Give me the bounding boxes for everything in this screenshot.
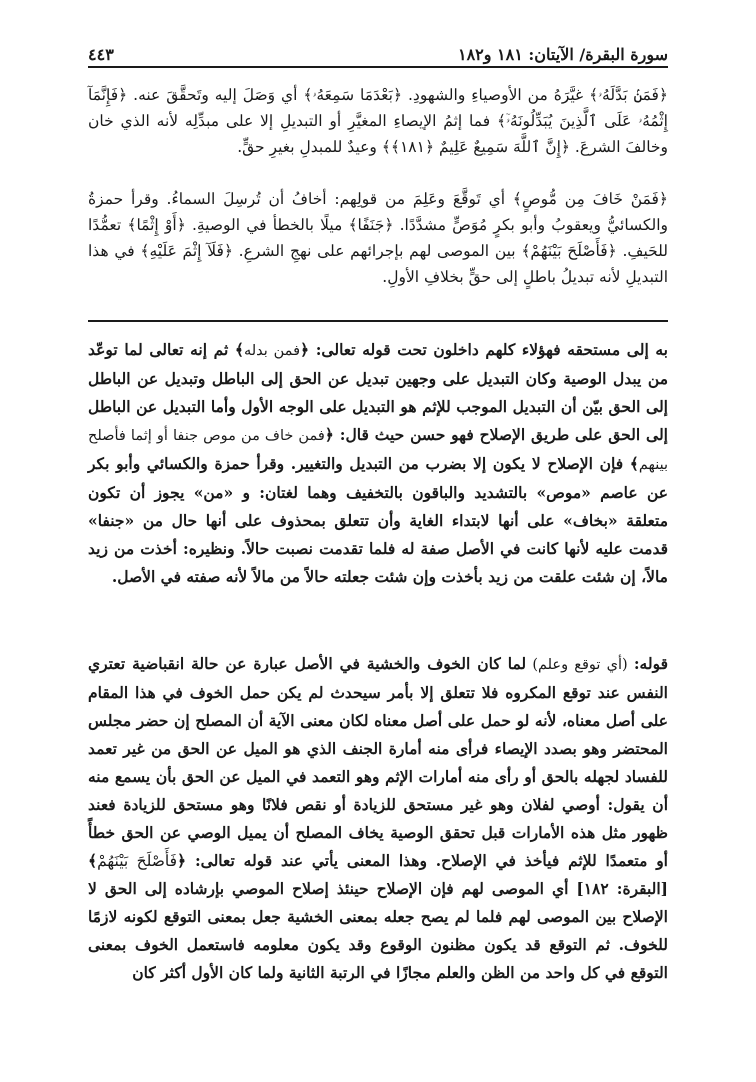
quoted-verse: فمن خاف من موص جنفا أو إثما فأصلح بينهم — [88, 428, 668, 473]
page-header — [88, 34, 668, 64]
commentary-text: لما كان الخوف والخشية في الأصل عبارة عن حالة انقباضية تعتري النفس عند توقع المكروه فلا تتعلق إلا بأمر سيحدث لم يكن حمل الخوف في هذا المقام على أصل معناه، لأنه لو حمل على أصل معناه لكان معنى الآية أن المصلح إن حضر مجلس المحتضر وهو بصدد الإيصاء فرأى منه أمارة الجنف الذي هو الميل عن الحق من غير تعمد للفساد لجهله بالحق أو رأى منه أمارات الإثم وهو التعمد في الميل عن الحق بأن يسمع منه أن يقول: أوصي لفلان وهو غير مستحق للزيادة أو نقص فلانًا وهو مستحق للزيادة فعند ظهور مثل هذه الأمارات قبل تحقق الوصية يخاف المصلح أن يميل الوصي عن الحق خطأً أو متعمدًا للإثم فيأخذ في الإصلاح. وهذا المعنى يأتي عند قوله تعالى: ﴿ — [88, 654, 668, 870]
commentary-text: به إلى مستحقه فهؤلاء كلهم داخلون تحت قوله تعالى: ﴿ — [300, 340, 668, 359]
page-number: ٤٤٣ — [88, 45, 114, 64]
tafsir-paragraph-1: ﴿فَمَنۢ بَدَّلَهُۥ﴾ غيَّرَهُ من الأوصياءِ والشهودِ. ﴿بَعْدَمَا سَمِعَهُۥ﴾ أي وَصَلَ إليه وتَحقَّقَ عنه. ﴿فَإِنَّمَآ إِثْمُهُۥ عَلَى ٱلَّذِينَ يُبَدِّلُونَهُۥٓ﴾ فما إثمُ الإيصاءِ المغيَّرِ أو التبديلِ إلا على مبدِّلِه لأنه الذي خان وخالفَ الشرعَ. ﴿إِنَّ ٱللَّهَ سَمِيعٌ عَلِيمٌ ﴿١٨١﴾﴾ وعيدٌ للمبدلِ بغيرِ حقٍّ. — [88, 86, 668, 156]
quoted-phrase: (أي توقع وعلم) — [526, 657, 634, 673]
commentary-text: ﴾ فإن الإصلاح لا يكون إلا بضرب من التبديل والتغيير. وقرأ حمزة والكسائي وأبو بكر عن عاصم «موص» بالتشديد والباقون بالتخفيف وهما لغتان: و «من» يجوز أن تكون متعلقة «بخاف» على أنها لابتداء الغاية وأن تتعلق بمحذوف على أنها حال من «جنفا» قدمت عليه لأنها كانت في الأصل صفة له فلما تقدمت نصبت حالاً. ونظيره: أخذت من زيد مالاً، إن شئت علقت من زيد بأخذت وإن شئت جعلته حالاً من مالاً لأنه صفته في الأصل. — [88, 454, 668, 586]
footnote-divider — [88, 320, 668, 322]
commentary-text: ﴾ ثم إنه تعالى لما توعّد من يبدل الوصية وكان التبديل على وجهين تبديل عن الحق إلى الباطل وتبديل عن الباطل إلى الحق بيّن أن التبديل الموجب للإثم هو التبديل على الوجه الأول وأما التبديل عن الباطل إلى الحق على طريق الإصلاح فهو حسن حيث قال: ﴿ — [88, 340, 668, 444]
tafsir-paragraph-2: ﴿فَمَنْ خَافَ مِن مُّوصٍ﴾ أي تَوقَّعَ وعَلِمَ من قولِهم: أخافُ أن تُرسِلَ السماءُ. وقرأ حمزةُ والكسائيُّ ويعقوبُ وأبو بكرٍ مُوَصٍّ مشدَّدًا. ﴿جَنَفًا﴾ ميلًا بالخطأ في الوصيةِ. ﴿أَوْ إِثْمًا﴾ تعمُّدًا للحَيفِ. ﴿فَأَصْلَحَ بَيْنَهُمْ﴾ بين الموصى لهم بإجرائهم على نهجِ الشرعِ. ﴿فَلَآ إِثْمَ عَلَيْهِ﴾ في هذا التبديلِ لأنه تبديلُ باطلٍ إلى حقٍّ بخلافِ الأولِ. — [88, 190, 668, 286]
commentary-paragraph-1 — [88, 336, 668, 591]
commentary-lead: قوله: — [633, 654, 668, 673]
quoted-verse: فمن بدله — [243, 343, 301, 359]
quoted-verse: فَأَصْلَحَ بَيْنَهُمْ — [97, 852, 178, 870]
commentary-paragraph-2 — [88, 650, 668, 987]
running-title: سورة البقرة/ الآيتان: ١٨١ و١٨٢ — [457, 45, 668, 64]
commentary-text: ﴾ [البقرة: ١٨٢] أي الموصى لهم فإن الإصلاح حينئذ إصلاح الموصي بإرشاده إلى الحق لا الإصلاح بين الموصى لهم فلما لم يصح جعله بمعنى الخشية جعل بمعنى التوقع لكونه لازمًا للخوف. ثم التوقع قد يكون مظنون الوقوع وقد يكون معلومه فاستعمل الخوف بمعنى التوقع في كل واحد من الظن والعلم مجازًا في الرتبة الثانية ولما كان الأول أكثر كان — [88, 851, 668, 982]
header-rule — [88, 66, 668, 68]
